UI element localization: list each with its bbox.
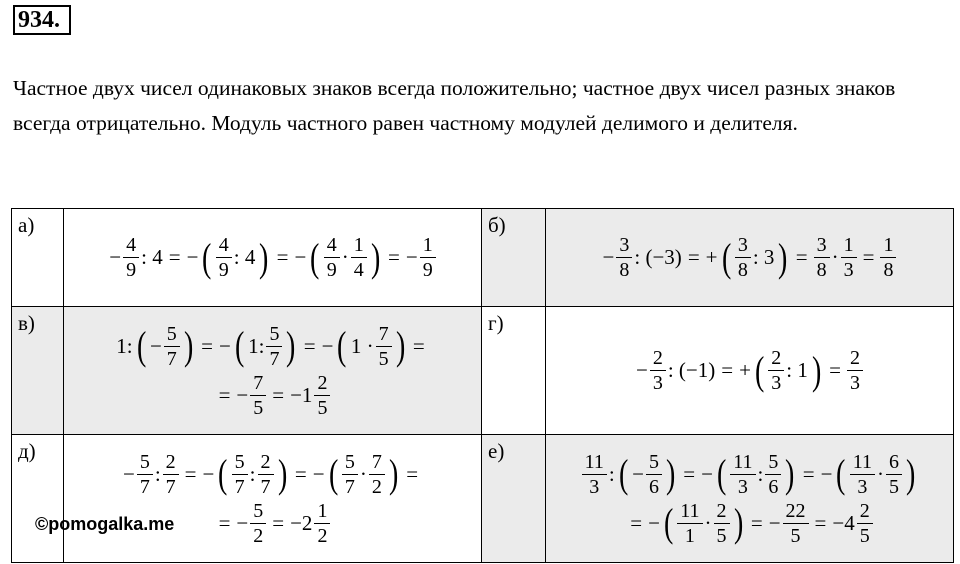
label-b: б) xyxy=(482,209,546,307)
watermark: ©pomogalka.me xyxy=(35,514,175,534)
label-a: а) xyxy=(12,209,64,307)
solution-g: − $\frac{2}{3}$ : (−1) = + ( $\frac{2}{3}$ : 1 ) = $\frac{2}{3}$ xyxy=(546,307,954,435)
label-d: д) xyxy=(12,435,64,563)
solution-b: − $\frac{3}{8}$ : (−3) = + ( $\frac{3}{8}$ : 3 ) = $\frac{3}{8}$ · $\frac{1}{3}$ = $\frac{1}{8}$ xyxy=(546,209,954,307)
solution-a: − $\frac{4}{9}$ : 4 = − ( $\frac{4}{9}$ : 4 ) = − ( $\frac{4}{9}$ · $\frac{1}{4}$ ) = − $\frac{1}{9}$ xyxy=(64,209,482,307)
label-v: в) xyxy=(12,307,64,435)
task-number: 934. xyxy=(13,5,71,35)
solution-e: $\frac{11}{3}$ : ( − $\frac{5}{6}$ ) = − ( $\frac{11}{3}$ : $\frac{5}{6}$ ) = − ( $\frac{11}{3}$ · $\frac{6}{5}$ ) = − ( $\frac{11}{1}$ · $\frac{2}{5}$ ) = − $\frac{22}{5}$ = −4 $\frac{2}{5}$ xyxy=(546,435,954,563)
label-g: г) xyxy=(482,307,546,435)
label-e: е) xyxy=(482,435,546,563)
solutions-table xyxy=(11,208,954,563)
solution-v: 1: ( − $\frac{5}{7}$ ) = − ( 1: $\frac{5}{7}$ ) = − ( 1 · $\frac{7}{5}$ ) = = − $\frac{7}{5}$ = −1 $\frac{2}{5}$ xyxy=(64,307,482,435)
intro-text: Частное двух чисел одинаковых знаков всегда положительно; частное двух чисел разных знаков всегда отрицательно. Модуль частного равен частному модулей делимого и делителя. xyxy=(13,76,896,135)
solution-d: − $\frac{5}{7}$ : $\frac{2}{7}$ = − ( $\frac{5}{7}$ : $\frac{2}{7}$ ) = − ( $\frac{5}{7}$ · $\frac{7}{2}$ ) = = − $\frac{5}{2}$ = −2 $\frac{1}{2}$ xyxy=(64,435,482,563)
